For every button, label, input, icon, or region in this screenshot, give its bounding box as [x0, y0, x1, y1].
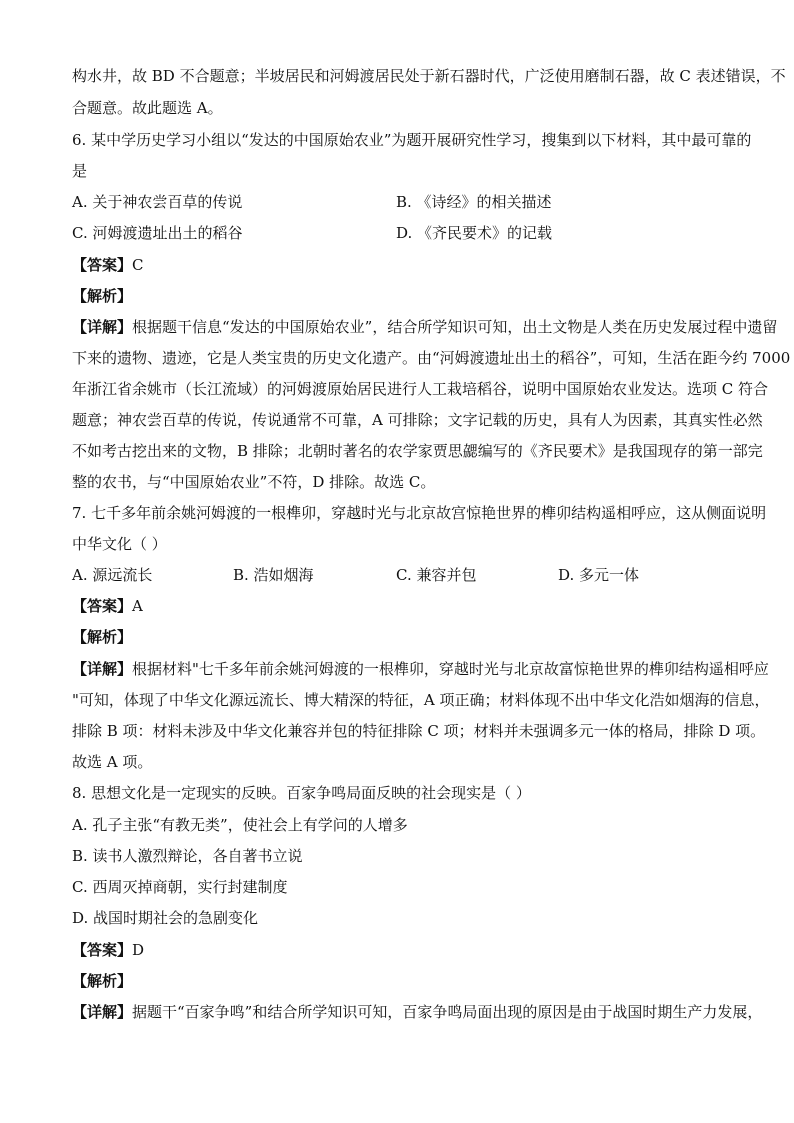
q6-detail-line-4: 题意；神农尝百草的传说，传说通常不可靠，A 可排除；文字记载的历史，具有人为因素，其真实性必然: [72, 411, 763, 429]
q8-stem: 8. 思想文化是一定现实的反映。百家争鸣局面反映的社会现实是（ ）: [72, 784, 531, 802]
q6-analysis-label: 【解析】: [72, 287, 133, 305]
q7-detail-line-4: 故选 A 项。: [72, 753, 153, 771]
q7-answer-label: 【答案】: [72, 597, 133, 615]
q8-answer-value: D: [132, 941, 145, 959]
q7-option-b: B. 浩如烟海: [233, 566, 314, 584]
q8-option-a: A. 孔子主张“有教无类”，使社会上有学问的人增多: [72, 816, 408, 834]
q7-analysis-label: 【解析】: [72, 628, 133, 646]
q7-option-d: D. 多元一体: [558, 566, 640, 584]
q6-option-a: A. 关于神农尝百草的传说: [72, 193, 243, 211]
q7-detail-line-3: 排除 B 项：材料未涉及中华文化兼容并包的特征排除 C 项；材料并未强调多元一体的格局，排除 D 项。: [72, 722, 766, 740]
q6-detail-text-1: 根据题干信息“发达的中国原始农业”，结合所学知识可知，出土文物是人类在历史发展过程中遗留: [132, 318, 778, 336]
q6-detail-line-3: 年浙江省余姚市（长江流域）的河姆渡原始居民进行人工栽培稻谷，说明中国原始农业发达。选项 C 符合: [72, 380, 769, 398]
q7-answer-value: A: [132, 597, 143, 615]
q7-detail-line-1: [72, 659, 769, 679]
q7-detail-line-2: "可知，体现了中华文化源远流长、博大精深的特征，A 项正确；材料体现不出中华文化浩如烟海的信息，: [72, 691, 770, 709]
q5-tail-line-1: 构水井，故 BD 不合题意；半坡居民和河姆渡居民处于新石器时代，广泛使用磨制石器，故 C 表述错误，不: [72, 67, 786, 85]
q6-detail-line-2: 下来的遗物、遗迹，它是人类宝贵的历史文化遗产。由“河姆渡遗址出土的稻谷”，可知，生活在距今约 7000: [72, 349, 791, 367]
q6-option-d: D. 《齐民要术》的记载: [396, 224, 553, 242]
q6-detail-line-1: [72, 317, 778, 337]
q7-detail-label: 【详解】: [72, 660, 133, 678]
q8-option-c: C. 西周灭掉商朝，实行封建制度: [72, 878, 288, 896]
q7-option-c: C. 兼容并包: [396, 566, 477, 584]
q6-answer-value: C: [132, 256, 144, 274]
q7-option-a: A. 源远流长: [72, 566, 153, 584]
q7-detail-text-1: 根据材料"七千多年前余姚河姆渡的一根榫卯，穿越时光与北京故富惊艳世界的榫卯结构遥相呼应: [132, 660, 769, 678]
q8-detail-label: 【详解】: [72, 1003, 133, 1021]
q6-stem-line-2: 是: [72, 162, 88, 180]
q6-option-b: B. 《诗经》的相关描述: [396, 193, 552, 211]
q5-tail-line-2: 合题意。故此题选 A。: [72, 99, 223, 117]
q8-option-d: D. 战国时期社会的急剧变化: [72, 909, 259, 927]
q7-stem-line-2: 中华文化（ ）: [72, 535, 167, 553]
q8-detail-text-1: 据题干“百家争鸣”和结合所学知识可知，百家争鸣局面出现的原因是由于战国时期生产力发展，: [132, 1003, 763, 1021]
q8-answer: [72, 940, 724, 960]
q6-answer: [72, 255, 724, 275]
q6-stem-line-1: 6. 某中学历史学习小组以“发达的中国原始农业”为题开展研究性学习，搜集到以下材料，其中最可靠的: [72, 131, 752, 149]
q8-option-b: B. 读书人激烈辩论，各自著书立说: [72, 847, 303, 865]
q6-detail-line-6: 整的农书，与“中国原始农业”不符，D 排除。故选 C。: [72, 473, 436, 491]
q6-option-c: C. 河姆渡遗址出土的稻谷: [72, 224, 243, 242]
q8-detail-line-1: [72, 1002, 763, 1022]
q7-stem-line-1: 7. 七千多年前余姚河姆渡的一根榫卯，穿越时光与北京故宫惊艳世界的榫卯结构遥相呼应，这从侧面说明: [72, 504, 767, 522]
q6-detail-label: 【详解】: [72, 318, 133, 336]
q8-analysis-label: 【解析】: [72, 972, 133, 990]
q6-answer-label: 【答案】: [72, 256, 133, 274]
q8-answer-label: 【答案】: [72, 941, 133, 959]
q7-answer: [72, 596, 724, 616]
q6-detail-line-5: 不如考古挖出来的文物，B 排除；北朝时著名的农学家贾思勰编写的《齐民要术》是我国现存的第一部完: [72, 442, 763, 460]
